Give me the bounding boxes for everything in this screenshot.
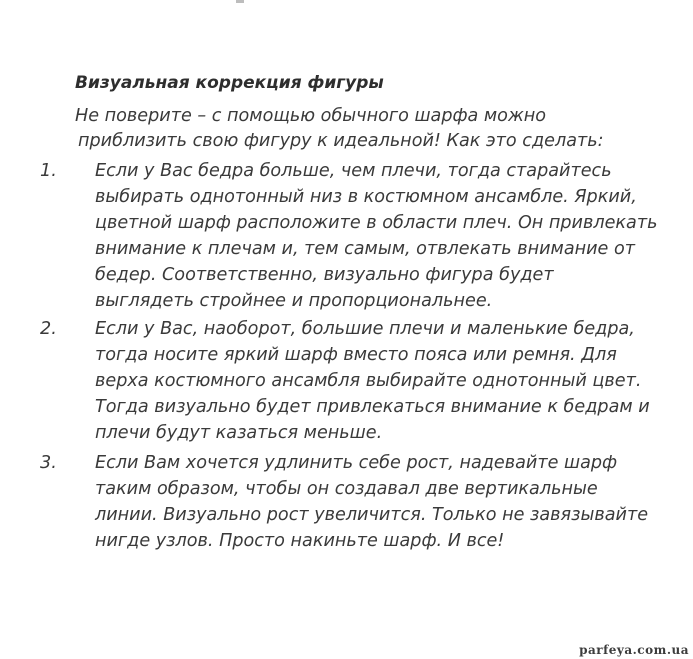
list-item-text [95,158,657,314]
list-item-line: Если у Вас, наоборот, большие плечи и маленькие бедра, [95,319,635,339]
document-title: Визуальная коррекция фигуры [75,73,384,93]
list-item-line: нигде узлов. Просто накиньте шарф. И все! [95,531,505,551]
list-item-text [95,450,648,554]
list-item-line: линии. Визуально рост увеличится. Только не завязывайте [95,505,649,525]
list-item-text [95,316,650,446]
intro-line: Не поверите – с помощью обычного шарфа можно [75,106,547,126]
list-item-line: Если Вам хочется удлинить себе рост, надевайте шарф [95,453,618,473]
list-item-number: 3. [40,453,57,473]
list-item-line: бедер. Соответственно, визуально фигура будет [95,265,554,285]
list-item-line: верха костюмного ансамбля выбирайте однотонный цвет. [95,371,642,391]
list-item-line: тогда носите яркий шарф вместо пояса или ремня. Для [95,345,617,365]
list-item-line: таким образом, чтобы он создавал две вертикальные [95,479,598,499]
list-item-line: внимание к плечам и, тем самым, отвлекать внимание от [95,239,635,259]
list-item-line: цветной шарф расположите в области плеч. Он привлекать [95,213,658,233]
list-item-line: плечи будут казаться меньше. [95,423,383,443]
intro-line: приблизить свою фигуру к идеальной! Как это сделать: [78,131,604,151]
list-item-line: Тогда визуально будет привлекаться внимание к бедрам и [95,397,650,417]
list-item-line: выглядеть стройнее и пропорциональнее. [95,291,493,311]
list-item-number: 1. [40,161,57,181]
list-item-number: 2. [40,319,57,339]
site-watermark: parfeya.com.ua [579,643,689,657]
intro-paragraph [75,104,604,154]
list-item-line: Если у Вас бедра больше, чем плечи, тогда старайтесь [95,161,612,181]
scan-artifact [236,0,244,3]
list-item-line: выбирать однотонный низ в костюмном ансамбле. Яркий, [95,187,637,207]
